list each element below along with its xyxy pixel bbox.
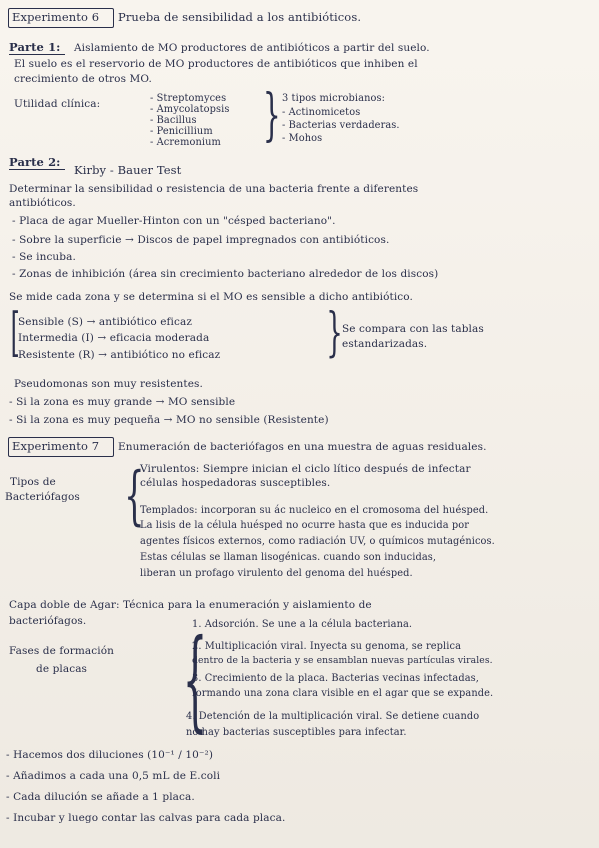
fase-line: dentro de la bacteria y se ensamblan nuevas partículas virales. [192, 655, 493, 666]
procedimiento-step: - Añadimos a cada una 0,5 mL de E.coli [6, 770, 221, 782]
fase-line: 3. Crecimiento de la placa. Bacterias vecinas infectadas, [192, 673, 480, 684]
zona-pequena-line: - Si la zona es muy pequeña → MO no sensible (Resistente) [9, 414, 329, 426]
tipos-item: - Mohos [282, 133, 323, 144]
parte1-underline [9, 54, 65, 55]
categoria-intermedia: Intermedia (I) → eficacia moderada [18, 332, 210, 344]
fase-line: formando una zona clara visible en el agar que se expande. [192, 688, 494, 699]
fases-label-2: de placas [36, 663, 88, 675]
virulentos-line-1: Virulentos: Siempre inician el ciclo lítico después de infectar [140, 463, 471, 475]
fase-line: 2. Multiplicación viral. Inyecta su genoma, se replica [192, 641, 462, 652]
kb-step: - Zonas de inhibición (área sin crecimiento bacteriano alrededor de los discos) [12, 268, 439, 280]
suelo-line-2: crecimiento de otros MO. [14, 73, 152, 85]
procedimiento-step: - Cada dilución se añade a 1 placa. [6, 791, 195, 803]
capa-doble-line-2: bacteriófagos. [9, 615, 87, 627]
fase-line: no hay bacterias susceptibles para infectar. [186, 727, 407, 738]
mide-line: Se mide cada zona y se determina si el MO es sensible a dicho antibiótico. [9, 291, 413, 303]
fase-line: 4. Detención de la multiplicación viral. Se detiene cuando [186, 711, 480, 722]
tipos-item: - Bacterias verdaderas. [282, 120, 400, 131]
capa-doble-line-1: Capa doble de Agar: Técnica para la enumeración y aislamiento de [9, 599, 372, 611]
pseudomonas-line: Pseudomonas son muy resistentes. [14, 378, 203, 390]
parte2-underline [9, 169, 65, 170]
compara-line-1: Se compara con las tablas [342, 323, 484, 335]
suelo-line-1: El suelo es el reservorio de MO productores de antibióticos que inhiben el [14, 58, 418, 70]
kb-step: - Sobre la superficie → Discos de papel impregnados con antibióticos. [12, 234, 390, 246]
kb-step: - Placa de agar Mueller-Hinton con un "césped bacteriano". [12, 215, 336, 227]
templados-line: Templados: incorporan su ác nucleico en el cromosoma del huésped. [140, 505, 489, 516]
determinar-line-2: antibióticos. [9, 197, 76, 209]
exp7-title-box-label: Experimento 7 [12, 439, 100, 453]
templados-line: agentes físicos externos, como radiación UV, o químicos mutagénicos. [140, 536, 495, 547]
kb-step: - Se incuba. [12, 251, 76, 263]
parte2-label: Parte 2: [9, 155, 61, 169]
utilidad-label: Utilidad clínica: [14, 98, 101, 110]
parte2-title: Kirby - Bauer Test [74, 163, 182, 177]
parte1-title: Aislamiento de MO productores de antibióticos a partir del suelo. [74, 42, 430, 54]
procedimiento-step: - Hacemos dos diluciones (10⁻¹ / 10⁻²) [6, 749, 214, 761]
categoria-sensible: Sensible (S) → antibiótico eficaz [18, 316, 192, 328]
compara-line-2: estandarizadas. [342, 338, 428, 350]
zona-grande-line: - Si la zona es muy grande → MO sensible [9, 396, 236, 408]
templados-line: Estas células se llaman lisogénicas. cuando son inducidas, [140, 552, 437, 563]
utilidad-item: - Amycolatopsis [150, 104, 230, 115]
exp7-title: Enumeración de bacteriófagos en una muestra de aguas residuales. [118, 441, 487, 453]
utilidad-item: - Penicillium [150, 126, 213, 137]
utilidad-item: - Acremonium [150, 137, 221, 148]
tipos-item: - Actinomicetos [282, 107, 361, 118]
right-brace-icon: } [262, 83, 281, 148]
templados-line: liberan un profago virulento del genoma del huésped. [140, 568, 413, 579]
templados-line: La lisis de la célula huésped no ocurre hasta que es inducida por [140, 520, 470, 531]
fases-label-1: Fases de formación [9, 645, 115, 657]
right-brace-icon: } [326, 303, 343, 363]
fase-line: 1. Adsorción. Se une a la célula bacteriana. [192, 619, 413, 630]
left-bracket-icon: [ [10, 303, 20, 363]
procedimiento-step: - Incubar y luego contar las calvas para cada placa. [6, 812, 286, 824]
exp6-title-box-label: Experimento 6 [12, 10, 100, 24]
parte1-label: Parte 1: [9, 40, 61, 54]
categoria-resistente: Resistente (R) → antibiótico no eficaz [18, 349, 221, 361]
exp6-title: Prueba de sensibilidad a los antibióticos. [118, 10, 362, 24]
utilidad-item: - Bacillus [150, 115, 197, 126]
tipos-bacteriofagos-label-2: Bacteriófagos [5, 491, 80, 503]
left-brace-icon: { [182, 615, 208, 743]
tipos-title: 3 tipos microbianos: [282, 93, 386, 104]
determinar-line-1: Determinar la sensibilidad o resistencia de una bacteria frente a diferentes [9, 183, 419, 195]
tipos-bacteriofagos-label-1: Tipos de [10, 476, 56, 488]
left-brace-icon: { [124, 459, 145, 533]
utilidad-item: - Streptomyces [150, 93, 227, 104]
virulentos-line-2: células hospedadoras susceptibles. [140, 477, 331, 489]
